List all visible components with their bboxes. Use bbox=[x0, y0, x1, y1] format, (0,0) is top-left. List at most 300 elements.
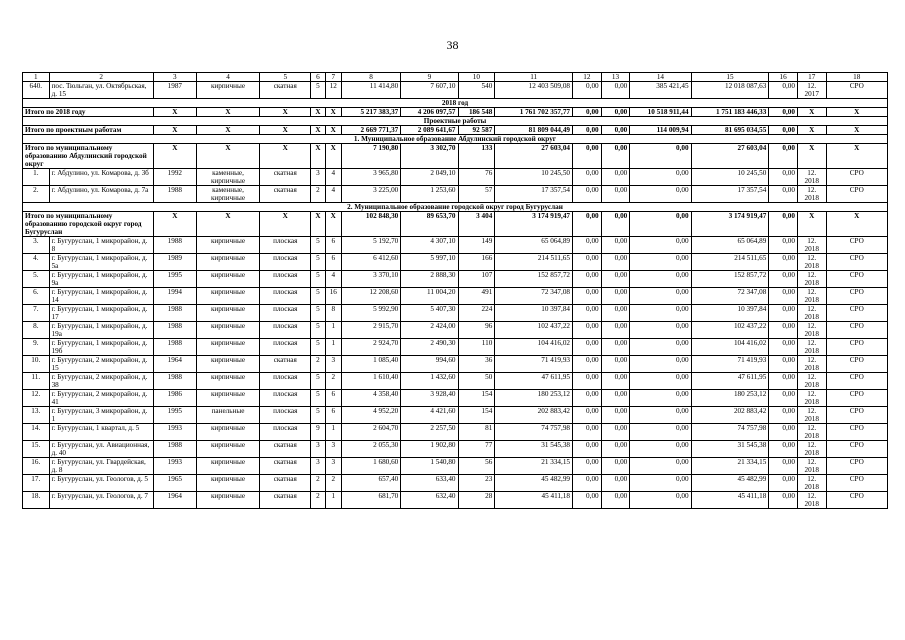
table-cell: каменные, кирпичные bbox=[196, 169, 259, 186]
table-cell: 7. bbox=[23, 305, 50, 322]
table-cell: 3 965,80 bbox=[341, 169, 400, 186]
column-number-cell: 3 bbox=[153, 73, 196, 82]
table-cell: 74 757,98 bbox=[691, 424, 769, 441]
table-cell: 76 bbox=[458, 169, 495, 186]
table-cell: 12. 2018 bbox=[797, 390, 826, 407]
table-row bbox=[23, 305, 888, 322]
table-cell: 2 888,30 bbox=[401, 271, 458, 288]
table-cell: плоская bbox=[260, 305, 311, 322]
table-cell: 10 397,84 bbox=[495, 305, 573, 322]
table-cell: СРО bbox=[826, 271, 887, 288]
table-cell: 12. 2018 bbox=[797, 288, 826, 305]
section-title: 2. Муниципальное образование городской округ город Бугуруслан bbox=[23, 203, 888, 212]
table-cell: г. Бугуруслан, 2 микрорайон, д. 15 bbox=[49, 356, 153, 373]
table-cell: СРО bbox=[826, 288, 887, 305]
total-cell: 0,00 bbox=[769, 144, 798, 169]
table-cell: 681,70 bbox=[341, 492, 400, 509]
table-cell: 154 bbox=[458, 390, 495, 407]
table-cell: 1989 bbox=[153, 254, 196, 271]
table-cell: 2 424,00 bbox=[401, 322, 458, 339]
table-cell: 15. bbox=[23, 441, 50, 458]
table-cell: г. Бугуруслан, 1 микрорайон, д. 19б bbox=[49, 339, 153, 356]
table-cell: 0,00 bbox=[573, 82, 602, 99]
table-cell: 12. 2018 bbox=[797, 237, 826, 254]
table-cell: кирпичные bbox=[196, 424, 259, 441]
table-cell: 202 883,42 bbox=[691, 407, 769, 424]
table-cell: 56 bbox=[458, 458, 495, 475]
table-cell: плоская bbox=[260, 424, 311, 441]
table-cell: 0,00 bbox=[769, 271, 798, 288]
table-cell: 1964 bbox=[153, 356, 196, 373]
column-number-cell: 11 bbox=[495, 73, 573, 82]
table-cell: 0,00 bbox=[601, 475, 630, 492]
table-cell: СРО bbox=[826, 339, 887, 356]
total-cell: X bbox=[153, 126, 196, 135]
total-cell: X bbox=[826, 212, 887, 237]
column-number-row bbox=[23, 73, 888, 82]
table-cell: 4 421,60 bbox=[401, 407, 458, 424]
table-cell: 1 bbox=[325, 339, 341, 356]
table-cell: 0,00 bbox=[630, 356, 691, 373]
table-cell: 0,00 bbox=[601, 288, 630, 305]
table-row bbox=[23, 237, 888, 254]
section-title: 1. Муниципальное образование Абдулинский городской округ bbox=[23, 135, 888, 144]
table-cell: 994,60 bbox=[401, 356, 458, 373]
table-cell: панельные bbox=[196, 407, 259, 424]
table-cell: 0,00 bbox=[601, 169, 630, 186]
table-cell: 0,00 bbox=[601, 82, 630, 99]
table-cell: 2 049,10 bbox=[401, 169, 458, 186]
table-cell: 0,00 bbox=[630, 322, 691, 339]
total-cell: X bbox=[826, 108, 887, 117]
table-cell: 1987 bbox=[153, 82, 196, 99]
table-cell: 5 bbox=[311, 288, 325, 305]
table-cell: 0,00 bbox=[573, 424, 602, 441]
table-cell: 0,00 bbox=[601, 339, 630, 356]
table-cell: 0,00 bbox=[573, 458, 602, 475]
table-cell: 2 bbox=[325, 475, 341, 492]
total-cell: 2 089 641,67 bbox=[401, 126, 458, 135]
column-number-cell: 2 bbox=[49, 73, 153, 82]
table-cell: 8. bbox=[23, 322, 50, 339]
table-cell: 1988 bbox=[153, 186, 196, 203]
table-cell: 180 253,12 bbox=[495, 390, 573, 407]
table-cell: г. Бугуруслан, 1 микрорайон, д. 9а bbox=[49, 271, 153, 288]
total-label: Итого по муниципальному образованию Абдулинский городской округ bbox=[23, 144, 154, 169]
table-cell: 0,00 bbox=[573, 441, 602, 458]
table-cell: 1994 bbox=[153, 288, 196, 305]
column-number-cell: 12 bbox=[573, 73, 602, 82]
table-cell: 18. bbox=[23, 492, 50, 509]
table-cell: 0,00 bbox=[601, 424, 630, 441]
table-cell: 0,00 bbox=[769, 82, 798, 99]
table-cell: г. Бугуруслан, 1 микрорайон, д. 17 bbox=[49, 305, 153, 322]
table-cell: 0,00 bbox=[601, 458, 630, 475]
total-cell: X bbox=[311, 126, 325, 135]
table-cell: 0,00 bbox=[769, 475, 798, 492]
table-cell: СРО bbox=[826, 441, 887, 458]
total-cell: X bbox=[797, 144, 826, 169]
table-cell: 5 992,90 bbox=[341, 305, 400, 322]
table-cell: кирпичные bbox=[196, 356, 259, 373]
table-cell: 10 397,84 bbox=[691, 305, 769, 322]
table-cell: 0,00 bbox=[630, 458, 691, 475]
total-cell: 81 809 044,49 bbox=[495, 126, 573, 135]
table-cell: 1988 bbox=[153, 339, 196, 356]
table-cell: 1 253,60 bbox=[401, 186, 458, 203]
table-cell: 0,00 bbox=[573, 271, 602, 288]
table-cell: 4 bbox=[325, 271, 341, 288]
total-cell: 114 009,94 bbox=[630, 126, 691, 135]
table-cell: 6. bbox=[23, 288, 50, 305]
table-cell: 9 bbox=[311, 424, 325, 441]
table-cell: кирпичные bbox=[196, 492, 259, 509]
section-title: 2018 год bbox=[23, 99, 888, 108]
column-number-cell: 16 bbox=[769, 73, 798, 82]
table-cell: 0,00 bbox=[573, 373, 602, 390]
table-cell: 17. bbox=[23, 475, 50, 492]
table-cell: 12. 2018 bbox=[797, 305, 826, 322]
table-cell: 45 482,99 bbox=[691, 475, 769, 492]
table-cell: плоская bbox=[260, 390, 311, 407]
table-cell: 0,00 bbox=[601, 492, 630, 509]
table-cell: 1995 bbox=[153, 407, 196, 424]
table-cell: 0,00 bbox=[630, 305, 691, 322]
column-number-cell: 6 bbox=[311, 73, 325, 82]
table-cell: 14. bbox=[23, 424, 50, 441]
table-cell: 214 511,65 bbox=[495, 254, 573, 271]
table-cell: 632,40 bbox=[401, 492, 458, 509]
table-cell: скатная bbox=[260, 458, 311, 475]
table-cell: 2 bbox=[311, 492, 325, 509]
table-cell: 12. 2018 bbox=[797, 458, 826, 475]
table-row bbox=[23, 441, 888, 458]
table-cell: г. Абдулино, ул. Комарова, д. 7а bbox=[49, 186, 153, 203]
table-row bbox=[23, 407, 888, 424]
total-cell: X bbox=[196, 144, 259, 169]
table-cell: 72 347,08 bbox=[691, 288, 769, 305]
table-cell: плоская bbox=[260, 339, 311, 356]
table-cell: 385 421,45 bbox=[630, 82, 691, 99]
page-number: 38 bbox=[446, 38, 459, 52]
table-cell: 5 bbox=[311, 254, 325, 271]
table-cell: 2 055,30 bbox=[341, 441, 400, 458]
table-cell: 12. 2017 bbox=[797, 82, 826, 99]
table-cell: 47 611,95 bbox=[691, 373, 769, 390]
table-cell: 65 064,89 bbox=[691, 237, 769, 254]
table-cell: 0,00 bbox=[573, 492, 602, 509]
table-cell: 3 bbox=[325, 441, 341, 458]
table-cell: 0,00 bbox=[630, 169, 691, 186]
table-cell: 1 bbox=[325, 492, 341, 509]
table-cell: 154 bbox=[458, 407, 495, 424]
table-cell: 12. 2018 bbox=[797, 424, 826, 441]
table-cell: кирпичные bbox=[196, 441, 259, 458]
table-cell: 4 952,20 bbox=[341, 407, 400, 424]
table-cell: 0,00 bbox=[769, 288, 798, 305]
table-cell: 104 416,02 bbox=[495, 339, 573, 356]
table-cell: кирпичные bbox=[196, 305, 259, 322]
table-cell: 12. bbox=[23, 390, 50, 407]
table-cell: 5 bbox=[311, 390, 325, 407]
table-row bbox=[23, 288, 888, 305]
table-cell: 12. 2018 bbox=[797, 475, 826, 492]
table-cell: 10. bbox=[23, 356, 50, 373]
table-cell: 2 915,70 bbox=[341, 322, 400, 339]
table-cell: 12. 2018 bbox=[797, 339, 826, 356]
table-cell: скатная bbox=[260, 169, 311, 186]
table-cell: 12. 2018 bbox=[797, 441, 826, 458]
table-cell: 17 357,54 bbox=[495, 186, 573, 203]
table-cell: 5 bbox=[311, 82, 325, 99]
table-cell: 12 bbox=[325, 82, 341, 99]
table-cell: 0,00 bbox=[630, 237, 691, 254]
table-cell: 11 004,20 bbox=[401, 288, 458, 305]
table-row bbox=[23, 390, 888, 407]
table-cell: кирпичные bbox=[196, 322, 259, 339]
table-cell: СРО bbox=[826, 322, 887, 339]
total-abdulino-row bbox=[23, 144, 888, 169]
table-cell: 11 414,80 bbox=[341, 82, 400, 99]
total-cell: 3 174 919,47 bbox=[495, 212, 573, 237]
table-cell: 12. 2018 bbox=[797, 254, 826, 271]
table-row bbox=[23, 254, 888, 271]
table-cell: 0,00 bbox=[573, 288, 602, 305]
table-cell: 0,00 bbox=[769, 237, 798, 254]
table-cell: 1 432,60 bbox=[401, 373, 458, 390]
column-number-cell: 5 bbox=[260, 73, 311, 82]
table-cell: 5 bbox=[311, 407, 325, 424]
table-cell: 6 412,60 bbox=[341, 254, 400, 271]
total-cell: 0,00 bbox=[573, 212, 602, 237]
table-cell: 6 bbox=[325, 237, 341, 254]
table-cell: 11. bbox=[23, 373, 50, 390]
table-cell: 0,00 bbox=[573, 322, 602, 339]
table-cell: г. Бугуруслан, ул. Авиационная, д. 40 bbox=[49, 441, 153, 458]
table-cell: 7 607,10 bbox=[401, 82, 458, 99]
table-cell: 0,00 bbox=[769, 441, 798, 458]
table-cell: 12 208,60 bbox=[341, 288, 400, 305]
table-cell: 1965 bbox=[153, 475, 196, 492]
table-cell: 36 bbox=[458, 356, 495, 373]
table-cell: 657,40 bbox=[341, 475, 400, 492]
table-cell: скатная bbox=[260, 441, 311, 458]
table-cell: 1. bbox=[23, 169, 50, 186]
total-cell: 3 404 bbox=[458, 212, 495, 237]
table-cell: 0,00 bbox=[601, 356, 630, 373]
section-abdulino bbox=[23, 135, 888, 144]
column-number-cell: 17 bbox=[797, 73, 826, 82]
table-cell: 4 bbox=[325, 186, 341, 203]
table-cell: 9. bbox=[23, 339, 50, 356]
total-cell: X bbox=[153, 212, 196, 237]
table-cell: г. Бугуруслан, 1 квартал, д. 5 bbox=[49, 424, 153, 441]
table-cell: 1995 bbox=[153, 271, 196, 288]
table-cell: СРО bbox=[826, 492, 887, 509]
table-cell: 12. 2018 bbox=[797, 407, 826, 424]
table-cell: СРО bbox=[826, 356, 887, 373]
table-cell: СРО bbox=[826, 237, 887, 254]
table-cell: 1 540,80 bbox=[401, 458, 458, 475]
table-cell: 0,00 bbox=[769, 373, 798, 390]
total-cell: 0,00 bbox=[573, 126, 602, 135]
table-cell: 1 680,60 bbox=[341, 458, 400, 475]
table-cell: 5 bbox=[311, 305, 325, 322]
table-cell: 3 bbox=[325, 356, 341, 373]
table-cell: 0,00 bbox=[630, 186, 691, 203]
table-cell: 74 757,98 bbox=[495, 424, 573, 441]
total-cell: X bbox=[260, 144, 311, 169]
table-cell: СРО bbox=[826, 373, 887, 390]
total-cell: X bbox=[260, 108, 311, 117]
table-cell: 71 419,93 bbox=[495, 356, 573, 373]
table-cell: 104 416,02 bbox=[691, 339, 769, 356]
table-cell: СРО bbox=[826, 407, 887, 424]
table-cell: 0,00 bbox=[769, 390, 798, 407]
table-cell: кирпичные bbox=[196, 373, 259, 390]
table-cell: 2. bbox=[23, 186, 50, 203]
table-cell: 72 347,08 bbox=[495, 288, 573, 305]
table-cell: скатная bbox=[260, 82, 311, 99]
total-cell: 10 518 911,44 bbox=[630, 108, 691, 117]
total-cell: 0,00 bbox=[573, 144, 602, 169]
table-cell: 1964 bbox=[153, 492, 196, 509]
total-cell: 0,00 bbox=[630, 212, 691, 237]
table-cell: плоская bbox=[260, 271, 311, 288]
table-cell: 102 437,22 bbox=[495, 322, 573, 339]
total-cell: X bbox=[826, 126, 887, 135]
table-cell: 0,00 bbox=[573, 305, 602, 322]
total-cell: 27 603,04 bbox=[691, 144, 769, 169]
total-cell: 0,00 bbox=[601, 126, 630, 135]
table-cell: 0,00 bbox=[769, 492, 798, 509]
table-cell: 4 358,40 bbox=[341, 390, 400, 407]
table-cell: 12. 2018 bbox=[797, 373, 826, 390]
table-cell: 0,00 bbox=[769, 424, 798, 441]
total-cell: 0,00 bbox=[769, 126, 798, 135]
table-cell: 2 bbox=[311, 475, 325, 492]
column-number-cell: 9 bbox=[401, 73, 458, 82]
table-cell: СРО bbox=[826, 424, 887, 441]
total-label: Итого по 2018 году bbox=[23, 108, 154, 117]
column-number-cell: 7 bbox=[325, 73, 341, 82]
total-cell: 27 603,04 bbox=[495, 144, 573, 169]
table-cell: 2 bbox=[325, 373, 341, 390]
table-cell: 491 bbox=[458, 288, 495, 305]
table-cell: г. Бугуруслан, 1 микрорайон, д. 5а bbox=[49, 254, 153, 271]
total-cell: X bbox=[311, 212, 325, 237]
table-cell: 3 bbox=[311, 441, 325, 458]
total-cell: X bbox=[260, 212, 311, 237]
table-cell: 6 bbox=[325, 390, 341, 407]
table-cell: СРО bbox=[826, 475, 887, 492]
table-cell: 102 437,22 bbox=[691, 322, 769, 339]
total-cell: 5 217 383,37 bbox=[341, 108, 400, 117]
table-cell: 47 611,95 bbox=[495, 373, 573, 390]
total-cell: 1 751 183 446,33 bbox=[691, 108, 769, 117]
table-row bbox=[23, 169, 888, 186]
table-cell: СРО bbox=[826, 458, 887, 475]
total-cell: X bbox=[196, 212, 259, 237]
table-cell: 1988 bbox=[153, 322, 196, 339]
table-cell: 12 403 509,08 bbox=[495, 82, 573, 99]
table-cell: 16. bbox=[23, 458, 50, 475]
table-cell: 1 bbox=[325, 322, 341, 339]
table-cell: 1988 bbox=[153, 237, 196, 254]
table-cell: пос. Тюльган, ул. Октябрьская, д. 15 bbox=[49, 82, 153, 99]
total-cell: 0,00 bbox=[573, 108, 602, 117]
table-cell: 3 928,40 bbox=[401, 390, 458, 407]
total-cell: 0,00 bbox=[601, 108, 630, 117]
table-cell: 4 bbox=[325, 169, 341, 186]
table-cell: кирпичные bbox=[196, 254, 259, 271]
total-label: Итого по проектным работам bbox=[23, 126, 154, 135]
total-cell: 133 bbox=[458, 144, 495, 169]
table-cell: 2 bbox=[311, 186, 325, 203]
table-cell: скатная bbox=[260, 356, 311, 373]
table-cell: 3. bbox=[23, 237, 50, 254]
table-cell: 640. bbox=[23, 82, 50, 99]
table-cell: 180 253,12 bbox=[691, 390, 769, 407]
total-cell: X bbox=[153, 108, 196, 117]
column-number-cell: 4 bbox=[196, 73, 259, 82]
total-cell: X bbox=[325, 126, 341, 135]
table-cell: 0,00 bbox=[769, 254, 798, 271]
table-cell: плоская bbox=[260, 288, 311, 305]
table-cell: СРО bbox=[826, 82, 887, 99]
table-cell: СРО bbox=[826, 305, 887, 322]
column-number-cell: 14 bbox=[630, 73, 691, 82]
table-cell: 12. 2018 bbox=[797, 271, 826, 288]
table-cell: 0,00 bbox=[630, 254, 691, 271]
table-cell: 28 bbox=[458, 492, 495, 509]
table-cell: 5 bbox=[311, 237, 325, 254]
table-cell: плоская bbox=[260, 237, 311, 254]
table-row bbox=[23, 271, 888, 288]
total-cell: X bbox=[797, 126, 826, 135]
table-cell: 0,00 bbox=[769, 339, 798, 356]
table-cell: 0,00 bbox=[630, 288, 691, 305]
table-cell: 0,00 bbox=[769, 169, 798, 186]
table-row bbox=[23, 186, 888, 203]
table-cell: 107 bbox=[458, 271, 495, 288]
table-cell: 2 490,30 bbox=[401, 339, 458, 356]
table-cell: 71 419,93 bbox=[691, 356, 769, 373]
table-cell: 8 bbox=[325, 305, 341, 322]
table-cell: 3 bbox=[311, 458, 325, 475]
table-cell: кирпичные bbox=[196, 390, 259, 407]
table-cell: 0,00 bbox=[769, 186, 798, 203]
total-cell: 81 695 034,55 bbox=[691, 126, 769, 135]
table-cell: 0,00 bbox=[573, 186, 602, 203]
table-cell: 77 bbox=[458, 441, 495, 458]
table-cell: 12. 2018 bbox=[797, 356, 826, 373]
table-cell: г. Бугуруслан, 2 микрорайон, д. 38 bbox=[49, 373, 153, 390]
table-row bbox=[23, 424, 888, 441]
table-cell: кирпичные bbox=[196, 237, 259, 254]
column-number-cell: 1 bbox=[23, 73, 50, 82]
table-cell: г. Бугуруслан, 1 микрорайон, д. 14 bbox=[49, 288, 153, 305]
total-cell: X bbox=[196, 126, 259, 135]
table-cell: 540 bbox=[458, 82, 495, 99]
total-cell: X bbox=[797, 212, 826, 237]
table-cell: 1988 bbox=[153, 305, 196, 322]
total-cell: X bbox=[196, 108, 259, 117]
total-cell: X bbox=[325, 212, 341, 237]
total-cell: 3 174 919,47 bbox=[691, 212, 769, 237]
table-cell: 45 411,18 bbox=[495, 492, 573, 509]
column-number-cell: 15 bbox=[691, 73, 769, 82]
